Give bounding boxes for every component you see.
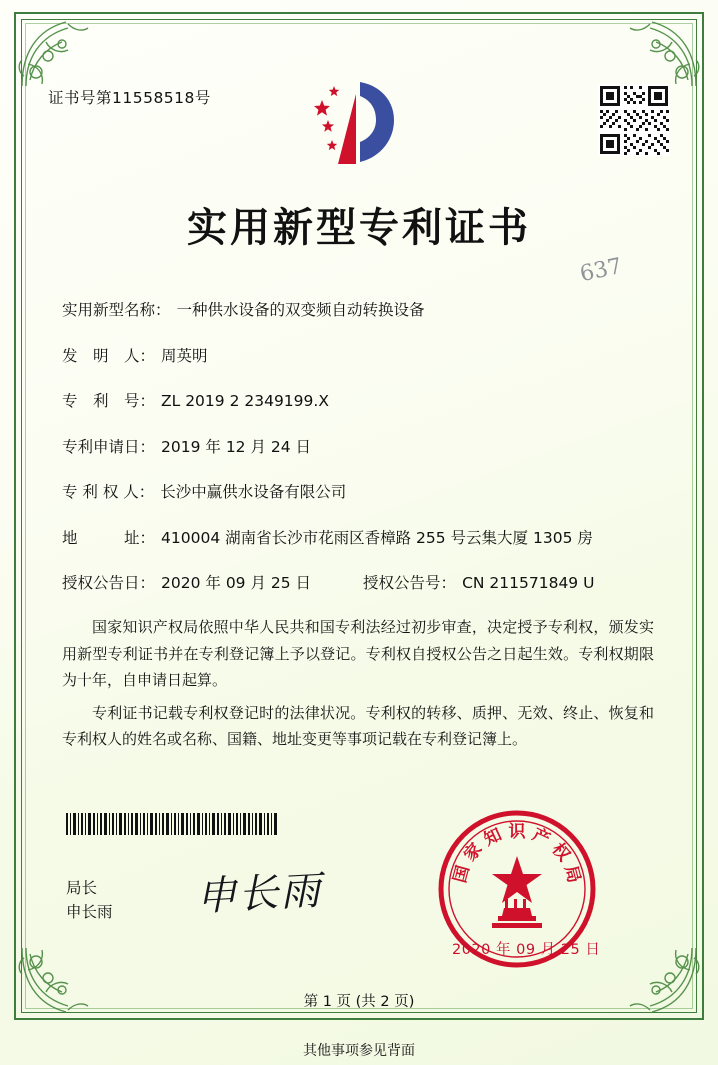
field-label: 专利申请日： xyxy=(62,437,156,456)
svg-text:权: 权 xyxy=(547,839,574,866)
svg-text:知: 知 xyxy=(480,824,505,850)
qr-code xyxy=(598,84,670,156)
field-list xyxy=(62,298,658,617)
field-row xyxy=(62,435,658,457)
barcode xyxy=(66,813,278,835)
certificate-number: 证书号第11558518号 xyxy=(48,89,211,107)
corner-ornament-icon xyxy=(624,14,702,92)
field-value: ZL 2019 2 2349199.X xyxy=(161,392,329,410)
field-row xyxy=(62,526,658,548)
svg-text:局: 局 xyxy=(560,863,584,886)
field-label: 地 址： xyxy=(62,528,156,547)
cnipa-logo-icon xyxy=(308,76,412,172)
grant-row xyxy=(62,571,658,593)
legal-text xyxy=(62,614,654,759)
director-name-label: 申长雨 xyxy=(66,903,113,921)
field-value: 周英明 xyxy=(161,346,208,365)
handwritten-annotation: 637 xyxy=(577,253,625,288)
field-row xyxy=(62,298,658,320)
page-title: 实用新型专利证书 xyxy=(187,205,531,251)
field-label: 发 明 人： xyxy=(62,346,156,365)
field-value: 一种供水设备的双变频自动转换设备 xyxy=(176,301,425,319)
svg-text:国: 国 xyxy=(450,863,474,886)
handwritten-signature: 申长雨 xyxy=(195,867,324,921)
field-row xyxy=(62,344,658,366)
grant-number-value: CN 211571849 U xyxy=(462,574,595,592)
grant-number-label: 授权公告号： xyxy=(363,574,457,592)
seal-date: 2020 年 09 月 25 日 xyxy=(452,942,601,958)
paragraph: 国家知识产权局依照中华人民共和国专利法经过初步审查，决定授予专利权，颁发实用新型专利证书并在专利登记簿上予以登记。专利权自授权公告之日起生效。专利权期限为十年，自申请日起算。 xyxy=(62,618,654,689)
field-value: 2019 年 12 月 24 日 xyxy=(161,437,312,456)
grant-date-label: 授权公告日： xyxy=(62,574,156,592)
grant-date-value: 2020 年 09 月 25 日 xyxy=(161,574,312,592)
field-label: 专 利 权 人： xyxy=(62,483,155,501)
signature-label xyxy=(66,876,113,924)
field-label: 实用新型名称： xyxy=(62,301,171,319)
field-label: 专 利 号： xyxy=(62,392,156,410)
svg-text:识: 识 xyxy=(508,822,526,842)
footer-note: 其他事项参见背面 xyxy=(303,1043,415,1059)
field-row xyxy=(62,389,658,411)
svg-text:产: 产 xyxy=(529,824,554,850)
paragraph: 专利证书记载专利权登记时的法律状况。专利权的转移、质押、无效、终止、恢复和专利权人的姓名或名称、国籍、地址变更等事项记载在专利登记簿上。 xyxy=(62,703,654,748)
page-number: 第 1 页 (共 2 页) xyxy=(303,994,415,1010)
corner-ornament-icon xyxy=(16,14,94,92)
director-role-label: 局长 xyxy=(66,879,98,897)
svg-text:家: 家 xyxy=(460,839,487,866)
field-row xyxy=(62,480,658,502)
field-value: 长沙中赢供水设备有限公司 xyxy=(160,483,347,501)
field-value: 410004 湖南省长沙市花雨区香樟路 255 号云集大厦 1305 房 xyxy=(161,528,593,547)
